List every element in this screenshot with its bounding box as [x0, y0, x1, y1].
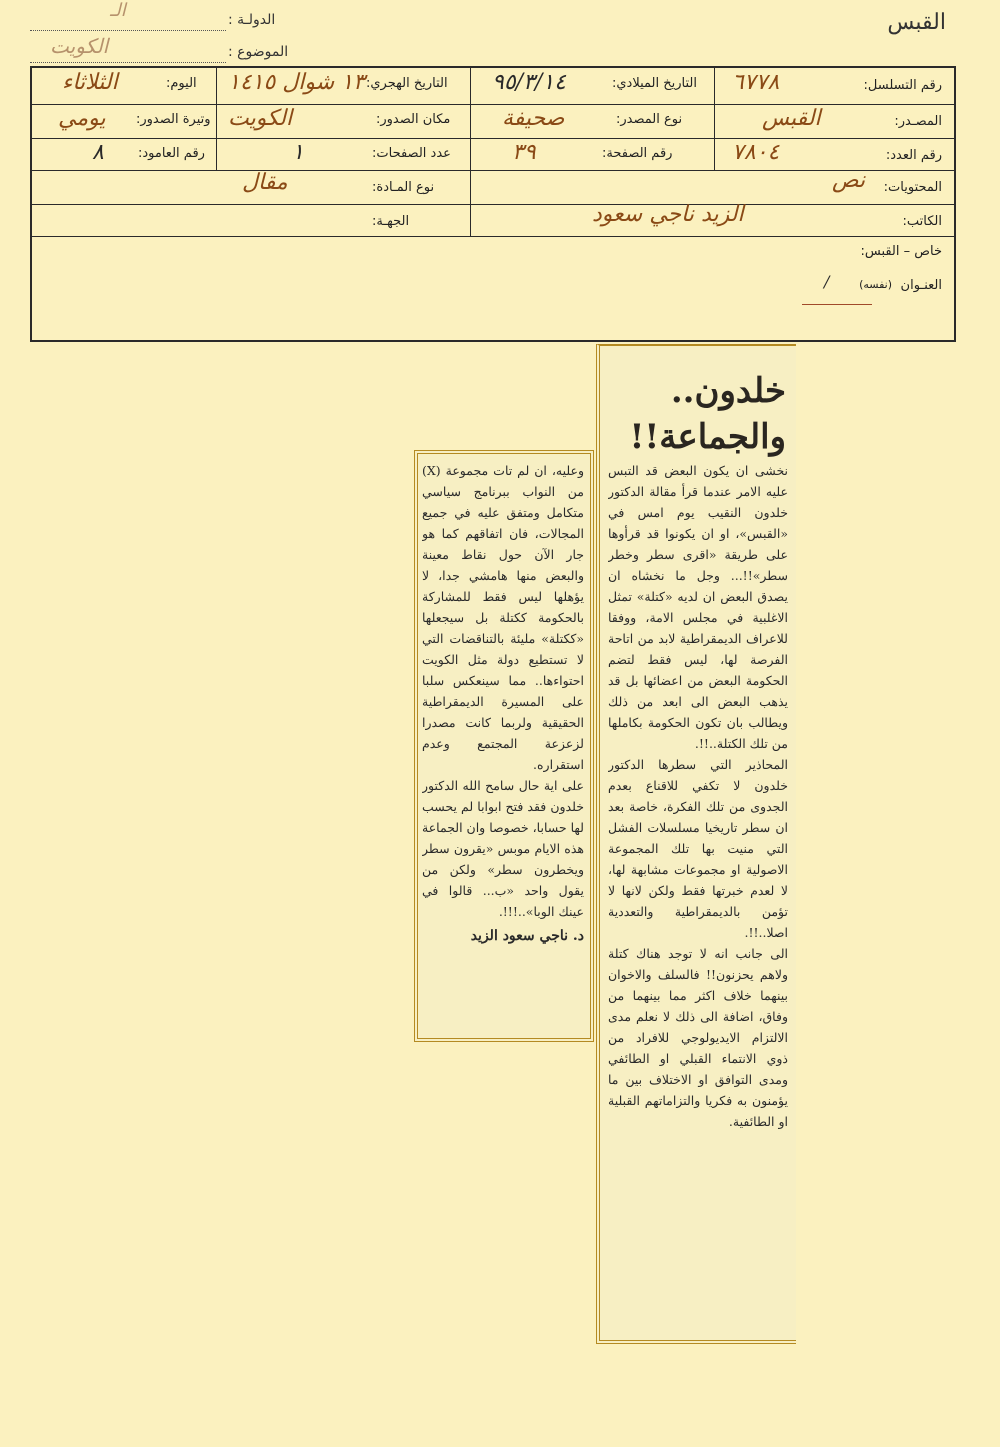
greg-date-label: التاريخ الميلادي: [612, 76, 697, 91]
greg-date-value: ٩٥/٣/١٤ [492, 70, 566, 95]
article-headline [606, 368, 786, 460]
column-label: رقم العامود: [138, 146, 205, 161]
headline-line-1: خلدون.. [670, 371, 786, 411]
source-label: المصـدر: [894, 114, 942, 129]
source-type-value: صحيفة [502, 106, 565, 131]
form-row-line [32, 204, 954, 205]
country-underline [30, 30, 226, 31]
form-row-line [32, 138, 954, 139]
page-label: رقم الصفحة: [602, 146, 673, 161]
title-note: (نفسه) [859, 278, 892, 291]
place-label: مكان الصدور: [376, 112, 451, 127]
page-value: ٣٩ [512, 140, 536, 165]
article-paragraph: نخشى ان يكون البعض قد التبس عليه الامر عندما قرأ مقالة الدكتور خلدون النقيب يوم امس في «القبس»، او ان يكونوا قد قرأوها على طريقة «اقرى سطر وخطر سطر»!!... وجل ما نخشاه ان يصدق البعض ان لديه «كتلة» تمثل الاغلبية في مجلس الامة، ووفقا للاعراف الديمقراطية لابد من اتاحة الفرصة لها، ليس فقط لتضم الحكومة البعض من اعضائها بل قد يذهب البعض الى ابعد من ذلك ويطالب بان تكون الحكومة بكاملها من تلك الكتلة..!!. [608, 463, 788, 751]
article-paragraph: وعليه، ان لم تات مجموعة (X) من النواب ببرنامج سياسي متكامل ومتفق عليه في جميع المجالات، فان اتفاقهم كما هو جار الآن حول نقاط معينة والبعض منها هامشي جدا، لا يؤهلها ليس فقط للمشاركة بالحكومة ككتلة بل سيجعلها «ككتلة» مليئة بالتناقضات التي لا تستطيع دولة مثل الكويت احتواءها.. مما سينعكس سلبا على المسيرة الديمقراطية الحقيقية ولربما كانت مصدرا لزعزعة المجتمع وعدم استقراره. [422, 463, 584, 772]
form-col-line [216, 68, 217, 170]
article-paragraph: المحاذير التي سطرها الدكتور خلدون لا تكفي للاقناع بعدم الجدوى من تلك الفكرة، خاصة بعد ان سطر تاريخيا مسلسلات الفشل التي منيت بها تلك المجموعة الاصولية او مجموعات مشابهة لها، لا لعدم خبرتها فقط ولكن لانها لا تؤمن بالديمقراطية والتعددية اصلا..!!. [608, 757, 788, 940]
article-paragraph: الى جانب انه لا توجد هناك كتلة ولاهم يحزنون!! فالسلف والاخوان بينهما خلاف اكثر مما بينهما من وفاق، اضافة الى ذلك لا نعلم مدى الالتزام الايديولوجي للافراد من ذوي الانتماء القبلي او الطائفي ومدى التوافق او الاختلاف بين ما يؤمنون به فكريا والتزاماتهم القبلية او الطائفية. [608, 946, 788, 1129]
form-col-line [714, 68, 715, 170]
country-value: الـ [110, 0, 126, 21]
title-label: العنـوان [900, 278, 942, 293]
title-underline [802, 304, 872, 305]
article-signature: د. ناجي سعود الزيد [470, 928, 584, 944]
article-paragraph: على اية حال سامح الله الدكتور خلدون فقد فتح ابوابا لم يحسب لها حسابا، خصوصا وان الجماعة هذه الايام موبس «يقرون سطر ويخطرون سطر» ولكن من يقول واحد «ب... قالوا في عينك الوبا»..!!!. [422, 778, 584, 919]
material-type-value: مقال [242, 170, 288, 195]
article-clipping-continuation [414, 450, 594, 1042]
day-label: اليوم: [166, 76, 197, 91]
title-checkmark: / [824, 272, 831, 291]
serial-label: رقم التسلسل: [863, 78, 942, 93]
author-value: الزيد ناجي سعود [592, 202, 744, 227]
issue-value: ٧٨٠٤ [732, 140, 780, 165]
pages-count-label: عدد الصفحات: [372, 146, 451, 161]
contents-label: المحتويات: [883, 180, 942, 195]
author-label: الكاتب: [902, 214, 942, 229]
issue-label: رقم العدد: [885, 148, 942, 163]
frequency-label: وتيرة الصدور: [136, 112, 211, 127]
column-value: ٨ [92, 140, 104, 165]
country-label: الدولـة : [228, 12, 276, 28]
subject-value: الكويت [50, 34, 109, 58]
hijri-date-label: التاريخ الهجري: [366, 76, 448, 91]
article-column-1 [608, 460, 788, 1340]
form-row-line [32, 236, 954, 237]
source-value: القبس [762, 106, 821, 131]
source-type-label: نوع المصدر: [616, 112, 683, 127]
day-value: الثلاثاء [62, 70, 118, 95]
special-label: خاص – القبس: [860, 244, 942, 259]
form-col-line [470, 68, 471, 236]
material-type-label: نوع المـادة: [372, 180, 435, 195]
subject-underline [30, 62, 226, 63]
form-row-line [32, 104, 954, 105]
headline-line-2: والجماعة!! [629, 417, 786, 457]
article-clipping-main [596, 344, 796, 1344]
serial-value: ٦٧٧٨ [732, 70, 780, 95]
entity-label: الجهـة: [372, 214, 410, 229]
metadata-form [30, 66, 956, 342]
form-row-line [32, 170, 954, 171]
pages-count-value: ١ [292, 140, 304, 165]
hijri-date-value: ١٣ شوال ١٤١٥ [228, 70, 365, 95]
contents-value: نص [832, 168, 866, 193]
place-value: الكويت [228, 106, 293, 131]
subject-label: الموضوع : [228, 44, 289, 60]
frequency-value: يومي [58, 106, 106, 131]
article-column-2 [422, 460, 584, 1036]
paper-name: القبس [887, 10, 946, 35]
